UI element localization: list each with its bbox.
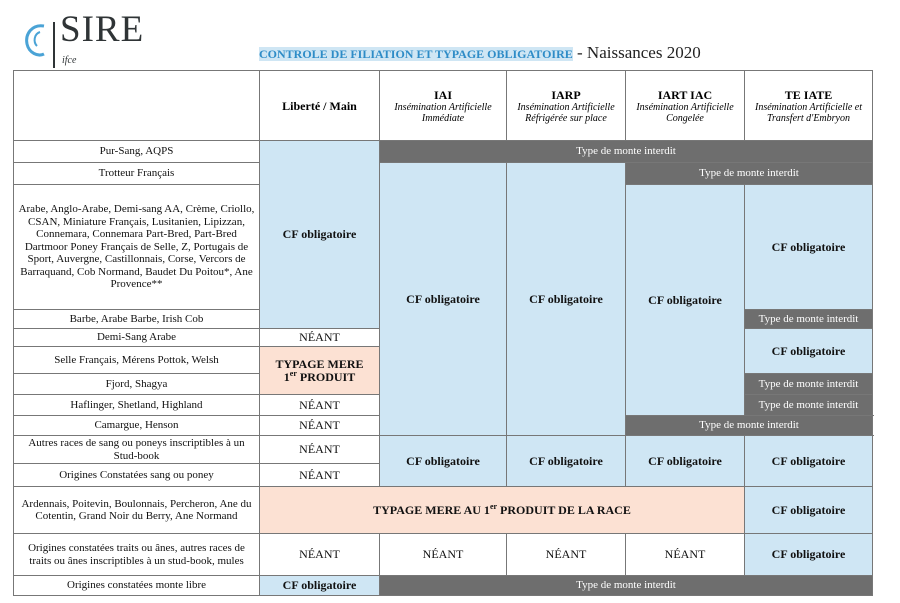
header-te-iate: TE IATE Insémination Artificielle et Transfert d'Embryon xyxy=(745,71,873,141)
neant-cell: NÉANT xyxy=(626,534,745,576)
race-cell: Pur-Sang, AQPS xyxy=(14,141,260,163)
neant-cell: NÉANT xyxy=(260,436,380,464)
horse-head-icon xyxy=(22,20,50,60)
neant-cell: NÉANT xyxy=(260,464,380,487)
race-cell: Trotteur Français xyxy=(14,163,260,185)
table-row xyxy=(14,576,873,596)
header-iai: IAI Insémination Artificielle Immédiate xyxy=(380,71,507,141)
race-cell: Haflinger, Shetland, Highland xyxy=(14,395,260,416)
cf-cell: CF obligatoire xyxy=(260,141,380,329)
race-cell: Autres races de sang ou poneys inscriptibles à un Stud-book xyxy=(14,436,260,464)
cf-cell: CF obligatoire xyxy=(260,576,380,596)
race-cell: Demi-Sang Arabe xyxy=(14,329,260,347)
race-cell: Origines constatées monte libre xyxy=(14,576,260,596)
cf-cell: CF obligatoire xyxy=(507,163,626,436)
cf-cell: CF obligatoire xyxy=(745,329,873,374)
interdit-cell: Type de monte interdit xyxy=(745,310,873,329)
logo-text: SIRE xyxy=(60,9,145,50)
header-row xyxy=(14,71,873,141)
title-main: CONTROLE DE FILIATION ET TYPAGE OBLIGATOIRE xyxy=(259,47,573,61)
title-separator: - xyxy=(572,43,587,62)
table-row xyxy=(14,163,873,185)
logo-subtext: ifce xyxy=(62,55,77,66)
race-cell: Origines Constatées sang ou poney xyxy=(14,464,260,487)
cf-cell: CF obligatoire xyxy=(745,185,873,310)
neant-cell: NÉANT xyxy=(260,534,380,576)
cf-cell: CF obligatoire xyxy=(745,436,873,487)
interdit-cell: Type de monte interdit xyxy=(745,374,873,395)
typage-mere-cell: TYPAGE MERE 1er PRODUIT xyxy=(260,347,380,395)
header-empty-cell xyxy=(14,71,260,141)
race-cell: Selle Français, Mérens Pottok, Welsh xyxy=(14,347,260,374)
table-row xyxy=(14,141,873,163)
interdit-cell: Type de monte interdit xyxy=(626,416,873,436)
neant-cell: NÉANT xyxy=(507,534,626,576)
cf-cell: CF obligatoire xyxy=(380,436,507,487)
header-iarp: IARP Insémination Artificielle Réfrigérée sur place xyxy=(507,71,626,141)
race-cell: Arabe, Anglo-Arabe, Demi-sang AA, Crème, Criollo, CSAN, Miniature Français, Lusitanien, Lipizzan, Connemara, Connemara Part-Bred, Part-Bred Dartmoor Poney Français de Selle, Z, Portugais de Sport, Auvergne, Castillonnais, Corse, Vercors de Barraquand, Cob Normand, Baudet Du Poitou*, Ane Provence** xyxy=(14,185,260,310)
cf-cell: CF obligatoire xyxy=(380,163,507,436)
title-year: Naissances 2020 xyxy=(586,43,701,62)
page-title xyxy=(259,43,701,63)
race-cell: Origines constatées traits ou ânes, autres races de traits ou ânes inscriptibles à un stud-book, mules xyxy=(14,534,260,576)
neant-cell: NÉANT xyxy=(380,534,507,576)
interdit-cell: Type de monte interdit xyxy=(380,141,873,163)
neant-cell: NÉANT xyxy=(260,329,380,347)
interdit-cell: Type de monte interdit xyxy=(380,576,873,596)
logo-divider xyxy=(53,22,55,68)
cf-cell: CF obligatoire xyxy=(507,436,626,487)
race-cell: Barbe, Arabe Barbe, Irish Cob xyxy=(14,310,260,329)
race-cell: Camargue, Henson xyxy=(14,416,260,436)
table-row xyxy=(14,436,873,464)
header-iart-iac: IART IAC Insémination Artificielle Congelée xyxy=(626,71,745,141)
cf-cell: CF obligatoire xyxy=(626,185,745,416)
cf-cell: CF obligatoire xyxy=(626,436,745,487)
cf-cell: CF obligatoire xyxy=(745,487,873,534)
neant-cell: NÉANT xyxy=(260,416,380,436)
header-liberte: Liberté / Main xyxy=(260,71,380,141)
neant-cell: NÉANT xyxy=(260,395,380,416)
typage-race-cell: TYPAGE MERE AU 1er PRODUIT DE LA RACE xyxy=(260,487,745,534)
race-cell: Ardennais, Poitevin, Boulonnais, Percheron, Ane du Cotentin, Grand Noir du Berry, Ane Normand xyxy=(14,487,260,534)
race-cell: Fjord, Shagya xyxy=(14,374,260,395)
table-row xyxy=(14,534,873,576)
filiation-table xyxy=(13,70,873,596)
table-row xyxy=(14,487,873,534)
interdit-cell: Type de monte interdit xyxy=(626,163,873,185)
cf-cell: CF obligatoire xyxy=(745,534,873,576)
interdit-cell: Type de monte interdit xyxy=(745,395,873,416)
sire-logo xyxy=(22,9,152,70)
